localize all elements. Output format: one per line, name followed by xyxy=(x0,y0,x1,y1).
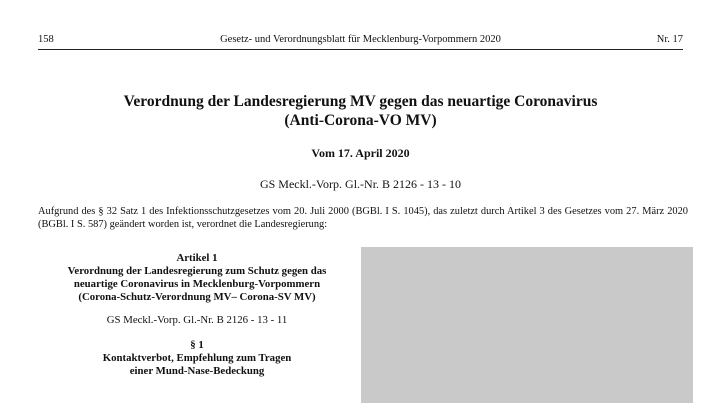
article-title xyxy=(38,265,356,304)
section-number: § 1 xyxy=(190,339,204,351)
ordinance-title xyxy=(38,92,683,130)
article-gs-reference: GS Meckl.-Vorp. Gl.-Nr. B 2126 - 13 - 11 xyxy=(106,314,288,326)
section-title-line1: Kontaktverbot, Empfehlung zum Tragen xyxy=(102,352,292,364)
section-heading xyxy=(38,339,356,378)
journal-title: Gesetz- und Verordnungsblatt für Mecklenburg-Vorpommern 2020 xyxy=(220,34,501,45)
ordinance-title-line1: Verordnung der Landesregierung MV gegen das neuartige Coronavirus xyxy=(123,93,598,110)
ordinance-title-line2: (Anti-Corona-VO MV) xyxy=(284,112,437,129)
article-title-line2: neuartige Coronavirus in Mecklenburg-Vorpommern xyxy=(73,278,321,290)
page-number: 158 xyxy=(38,34,54,45)
page-header xyxy=(38,33,683,50)
article-title-line3: (Corona-Schutz-Verordnung MV– Corona-SV MV) xyxy=(78,291,316,303)
issue-number: Nr. 17 xyxy=(656,34,683,45)
redacted-placeholder-box xyxy=(361,247,693,403)
gs-reference: GS Meckl.-Vorp. Gl.-Nr. B 2126 - 13 - 10 xyxy=(259,177,462,191)
article-label: Artikel 1 xyxy=(176,252,218,264)
section-title-line2: einer Mund-Nase-Bedeckung xyxy=(129,365,265,377)
intro-paragraph: Aufgrund des § 32 Satz 1 des Infektionsschutzgesetzes vom 20. Juli 2000 (BGBl. I S. 1045), das zuletzt durch Artikel 3 des Gesetzes vom 27. März 2020 (BGBl. I S. 587) geändert worden ist, verordnet die Landesregierung: xyxy=(38,206,688,230)
article-column xyxy=(38,252,356,378)
article-title-line1: Verordnung der Landesregierung zum Schutz gegen das xyxy=(67,265,327,277)
ordinance-date: Vom 17. April 2020 xyxy=(311,146,410,160)
